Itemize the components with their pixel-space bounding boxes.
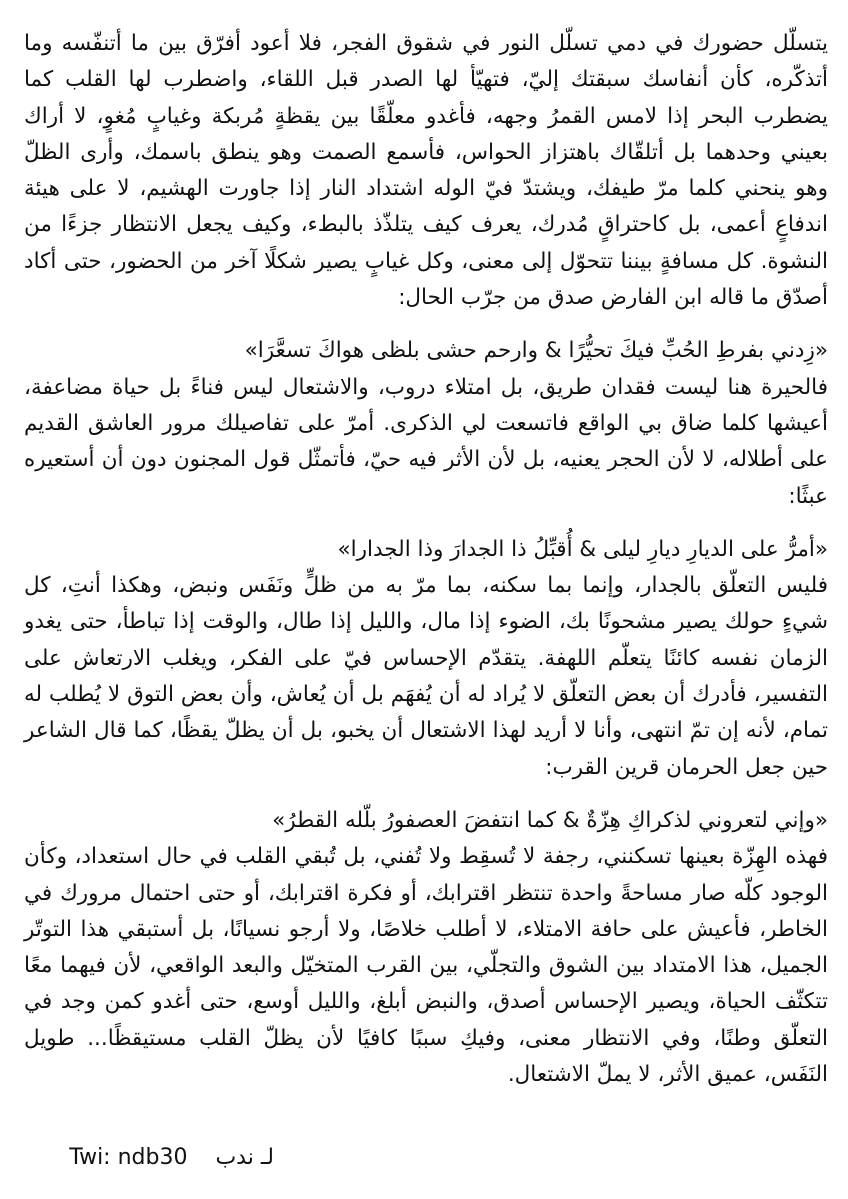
twitter-handle: Twi: ndb30 [69,1145,188,1170]
author-signature [69,1143,274,1173]
essay-paragraph-2: فالحيرة هنا ليست فقدان طريق، بل امتلاء دروب، والاشتعال ليس فناءً بل حياة مضاعفة، أعيشها كلما ضاق بي الواقع فاتسعت لي الذكرى. أمرّ على تفاصيلك مرور العاشق القديم على أطلاله، لا لأن الحجر يعنيه، بل لأن الأثر فيه حيّ، فأتمثّل قول المجنون دون أن أستعيره عبثًا: [24,374,828,509]
essay-intro-paragraph: يتسلّل حضورك في دمي تسلّل النور في شقوق الفجر، فلا أعود أفرّق بين ما أتنفّسه وما أتذكّره، كأن أنفاسك سبقتك إليّ، فتهيّأ لها الصدر قبل اللقاء، واضطرب لها القلب كما يضطرب البحر إذا لامس القمرُ وجهه، فأغدو معلّقًا بين يقظةٍ مُربكة وغيابٍ مُغوٍ، لا أراك بعيني وحدهما بل أتلقّاك باهتزاز الحواس، فأسمع الصمت وهو ينطق باسمك، وأرى الظلّ وهو ينحني كلما مرّ طيفك، ويشتدّ فيّ الوله اشتداد النار إذا جاورت الهشيم، لا على هيئة اندفاعٍ أعمى، بل كاحتراقٍ مُدرك، يعرف كيف يتلذّذ بالبطء، وكيف يجعل الانتظار جزءًا من النشوة. كل مسافةٍ بيننا تتحوّل إلى معنى، وكل غيابٍ يصير شكلًا آخر من الحضور، حتى أكاد أصدّق ما قاله ابن الفارض صدق من جرّب الحال: [24,31,828,311]
author-name: لـ ندب [215,1145,274,1170]
signature-spacer [194,1145,208,1170]
essay-paragraph-4: فهذه الهِزّة بعينها تسكنني، رجفة لا تُسقِط ولا تُفني، بل تُبقي القلب في حال استعداد، وكأن الوجود كلّه صار مساحةً واحدة تنتظر اقترابك، أو فكرة اقترابك، أو حتى احتمال مرورك في الخاطر، فأعيش على حافة الامتلاء، لا أطلب خلاصًا، ولا أرجو نسيانًا، بل أستبقي هذا التوتّر الجميل، هذا الامتداد بين الشوق والتجلّي، بين القرب المتخيّل والبعد الواقعي، لأن فيهما معًا تتكثّف الحياة، ويصير الإحساس أصدق، والنبض أبلغ، والليل أوسع، حتى أغدو كمن وجد في التعلّق وطنًا، وفي الانتظار معنى، وفيكِ سببًا كافيًا لأن يظلّ القلب مستيقظًا... طويل النَفَس، عميق الأثر، لا يملّ الاشتعال. [24,844,828,1088]
essay-paragraph-3: فليس التعلّق بالجدار، وإنما بما سكنه، بما مرّ به من ظلٍّ ونَفَس ونبض، وهكذا أنتِ، كل شيءٍ حولك يصير مشحونًا بك، الضوء إذا مال، والليل إذا طال، والوقت إذا تباطأ، حتى يغدو الزمان نفسه كائنًا يتعلّم اللهفة. يتقدّم الإحساس فيّ على الفكر، ويغلب الارتعاش على التفسير، فأدرك أن بعض التعلّق لا يُراد له أن يُفهَم بل أن يُعاش، وأن بعض التوق لا يُطلب له تمام، لأنه إن تمّ انتهى، وأنا لا أريد لهذا الاشتعال أن يخبو، بل أن يظلّ يقظًا، كما قال الشاعر حين جعل الحرمان قرين القرب: [24,573,828,780]
verse-sparrow: «وإني لتعروني لذكراكِ هِزّةٌ & كما انتفضَ العصفورُ بلّله القطرُ» [272,807,828,833]
verse-ibn-alfarid: «زِدني بفرطِ الحُبِّ فيكَ تحيُّرًا & وارحم حشى بلظى هواكَ تسعَّرَا» [244,338,828,364]
verse-majnun-layla: «أمرُّ على الديارِ ديارِ ليلى & أُقبِّلُ ذا الجدارَ وذا الجدارا» [337,536,828,562]
